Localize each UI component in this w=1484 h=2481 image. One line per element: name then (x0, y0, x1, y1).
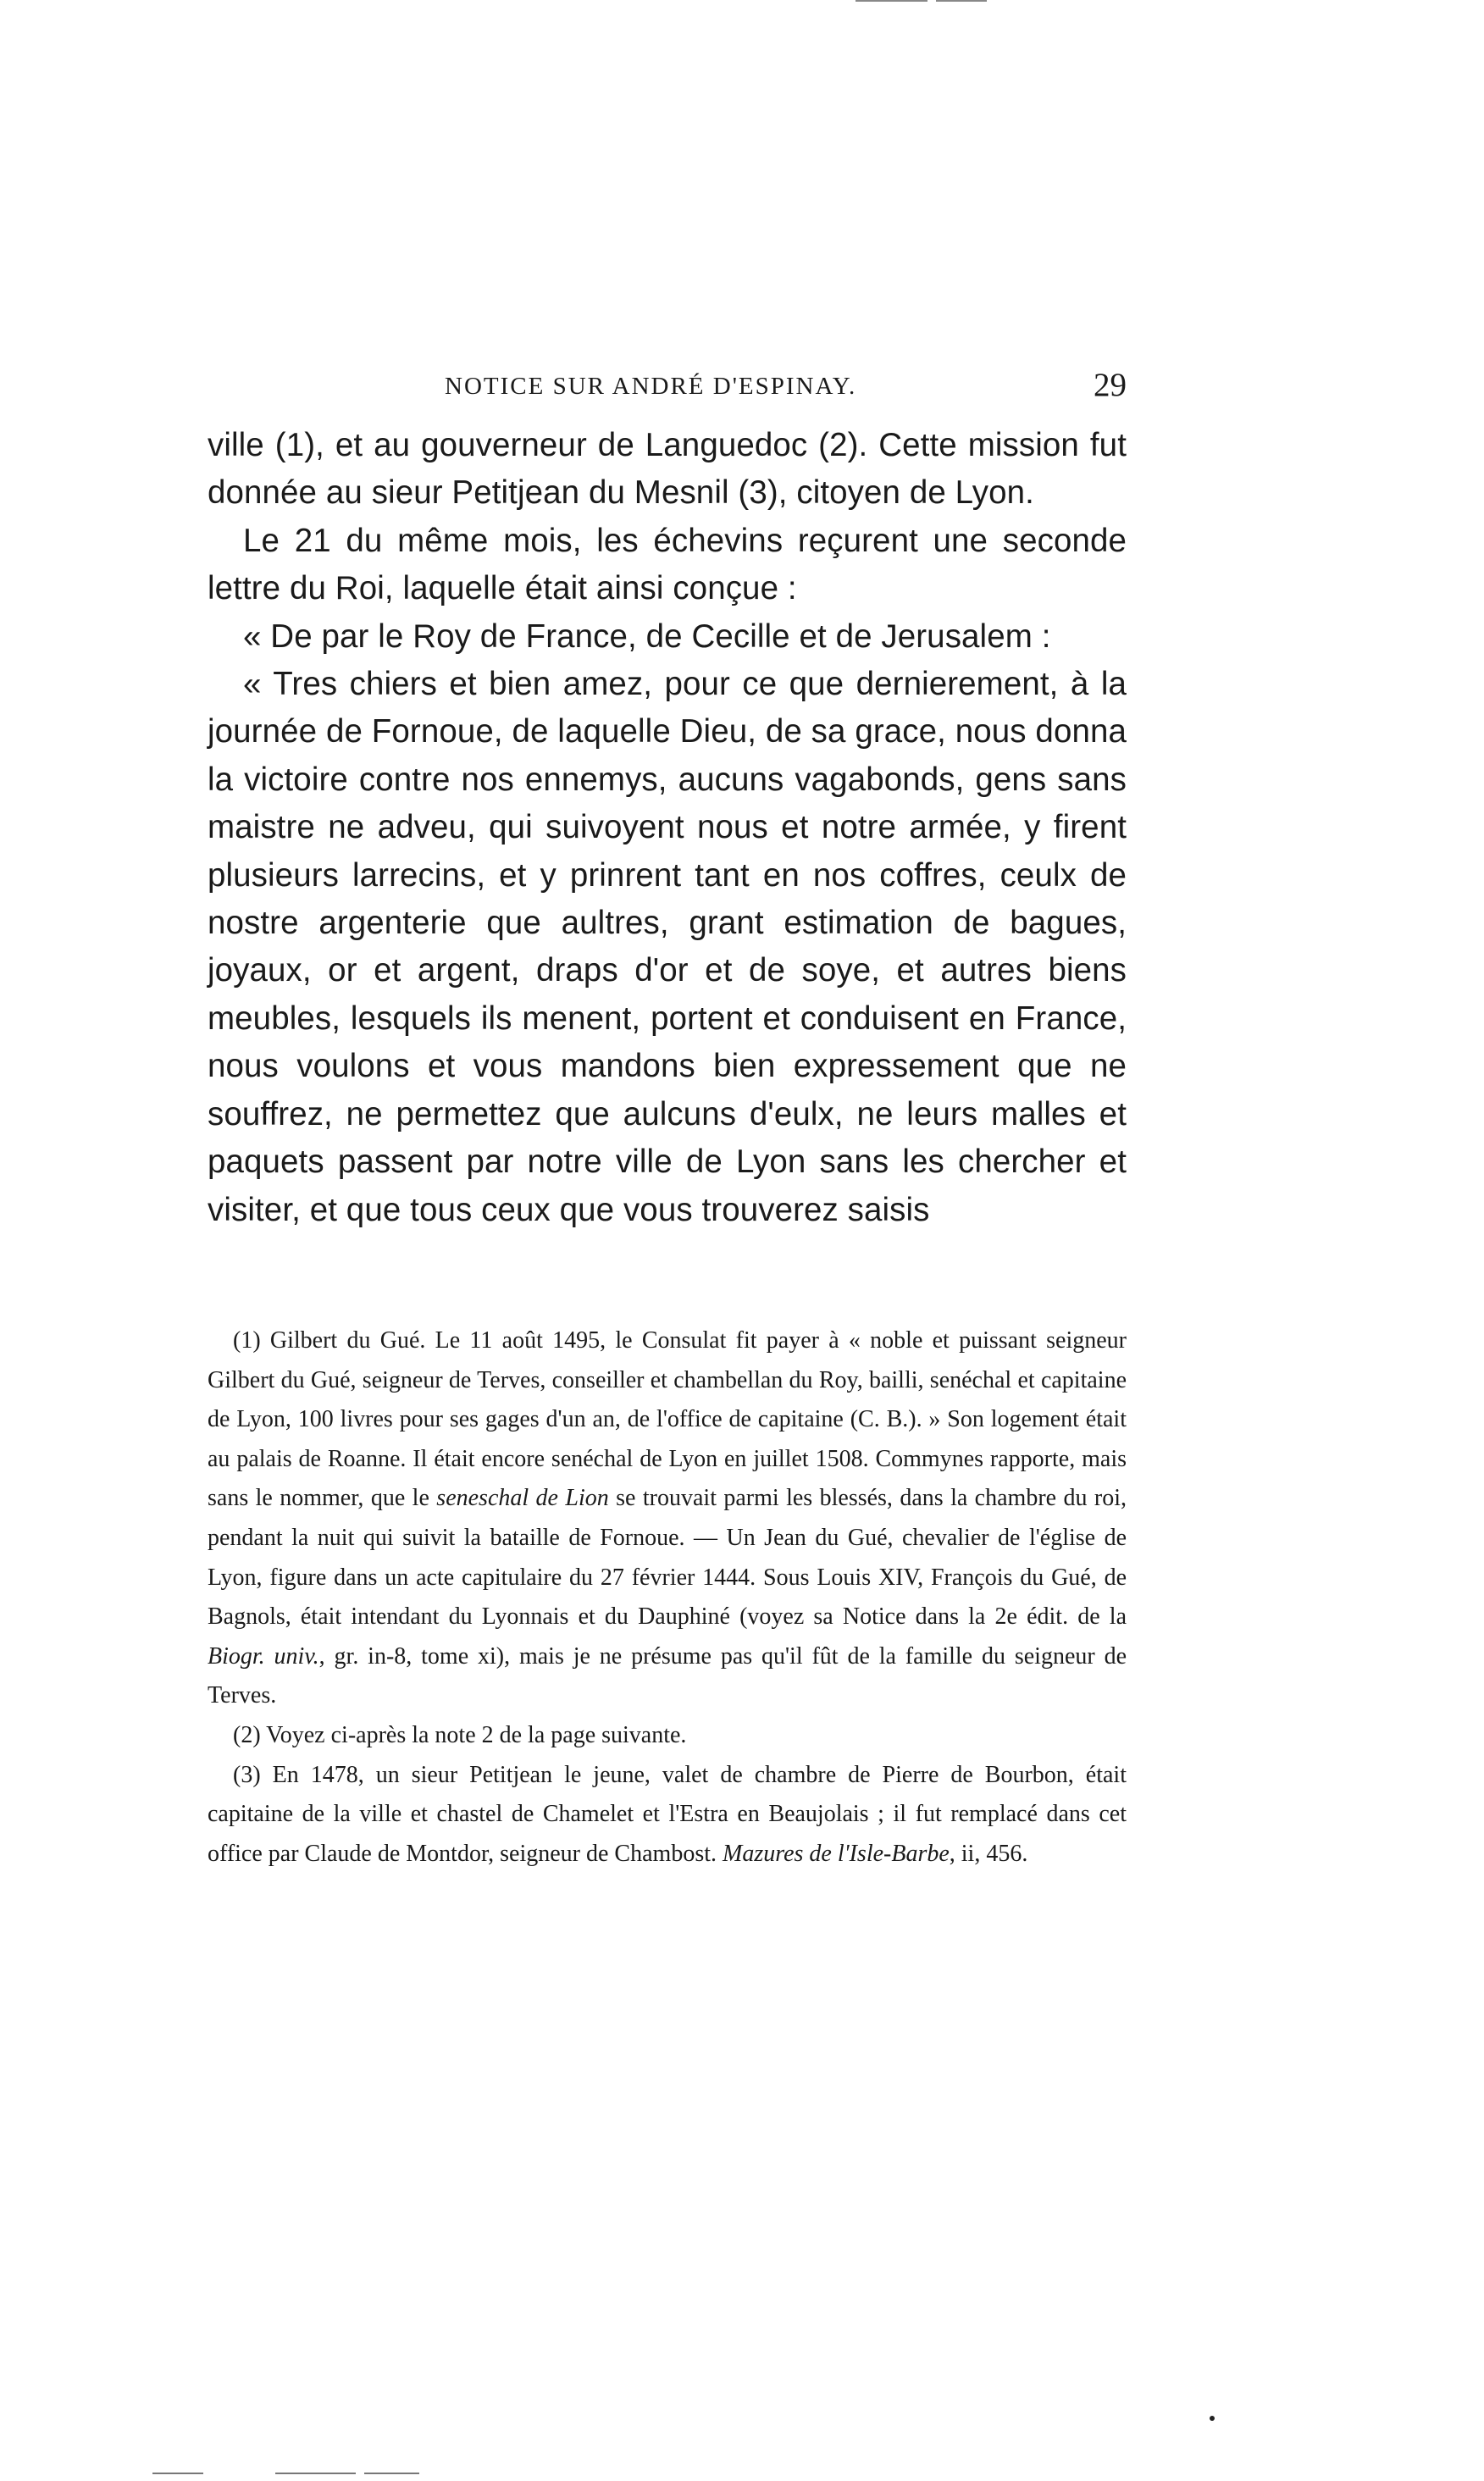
paragraph: ville (1), et au gouverneur de Languedoc (2). Cette mission fut donnée au sieur Petitjean du Mesnil (3), citoyen de Lyon. (208, 427, 1127, 512)
footnote-text: (3) En 1478, un sieur Petitjean le jeune, valet de chambre de Pierre de Bourbon, était capitaine de la ville et chastel de Chamelet et l'Estra en Beaujolais ; il fut remplacé dans cet office par Claude de Montdor, seigneur de Chambost. (208, 1761, 1127, 1867)
page-header (208, 363, 1127, 413)
footnote-text: , gr. in-8, tome xi), mais je ne présume pas qu'il fût de la famille du seigneur de Terves. (208, 1642, 1127, 1709)
bottom-edge-mark (364, 2473, 419, 2474)
footnote-3 (208, 1756, 1127, 1875)
paragraph: Le 21 du même mois, les échevins reçurent une seconde lettre du Roi, laquelle était ainsi conçue : (208, 522, 1127, 607)
bottom-edge-mark (275, 2473, 356, 2474)
footnote-text: se trouvait parmi les blessés, dans la chambre du roi, pendant la nuit qui suivit la bataille de Fornoue. — Un Jean du Gué, chevalier de l'église de Lyon, figure dans un acte capitulaire du 27 février 1444. Sous Louis XIV, François du Gué, de Bagnols, était intendant du Lyonnais et du Dauphiné (voyez sa Notice dans la 2e édit. de la (208, 1485, 1127, 1631)
main-text (208, 422, 1127, 1234)
bottom-edge-mark (152, 2473, 203, 2474)
top-edge-mark (856, 0, 928, 2)
footnote-text: , ii, 456. (949, 1840, 1028, 1867)
top-edge-mark (936, 0, 987, 2)
footnote-text: (1) Gilbert du Gué. Le 11 août 1495, le Consulat fit payer à « noble et puissant seigneur Gilbert du Gué, seigneur de Terves, conseiller et chambellan du Roy, bailli, senéchal et capitaine de Lyon, 100 livres pour ses gages d'un an, de l'office de capitaine (C. B.). » Son logement était au palais de Roanne. Il était encore senéchal de Lyon en juillet 1508. Commynes rapporte, mais sans le nommer, que le (208, 1327, 1127, 1512)
footnote-1 (208, 1321, 1127, 1716)
letter-body: « Tres chiers et bien amez, pour ce que dernierement, à la journée de Fornoue, de laquelle Dieu, de sa grace, nous donna la victoire contre nos ennemys, aucuns vagabonds, gens sans maistre ne adveu, qui suivoyent nous et notre armée, y firent plusieurs larrecins, et y prinrent tant en nos coffres, ceulx de nostre argenterie que aultres, grant estimation de bagues, joyaux, or et argent, draps d'or et de soye, et autres biens meubles, lesquels ils menent, portent et conduisent en France, nous voulons et vous mandons bien expressement que ne souffrez, ne permettez que aulcuns d'eulx, ne leurs malles et paquets passent par notre ville de Lyon sans les chercher et visiter, et que tous ceux que vous trouverez saisis (208, 666, 1127, 1228)
footnote-italic: seneschal de Lion (436, 1485, 609, 1512)
letter-salutation: « De par le Roy de France, de Cecille et de Jerusalem : (243, 617, 1051, 655)
running-head: NOTICE SUR ANDRÉ D'ESPINAY. (445, 373, 857, 400)
page-number: 29 (1094, 367, 1127, 403)
footnote-italic: Biogr. univ. (208, 1642, 319, 1670)
footnote-2: (2) Voyez ci-après la note 2 de la page suivante. (233, 1721, 687, 1748)
footnote-italic: Mazures de l'Isle-Barbe (723, 1840, 950, 1867)
footnotes (208, 1321, 1127, 1874)
ink-speck (1210, 2416, 1215, 2421)
